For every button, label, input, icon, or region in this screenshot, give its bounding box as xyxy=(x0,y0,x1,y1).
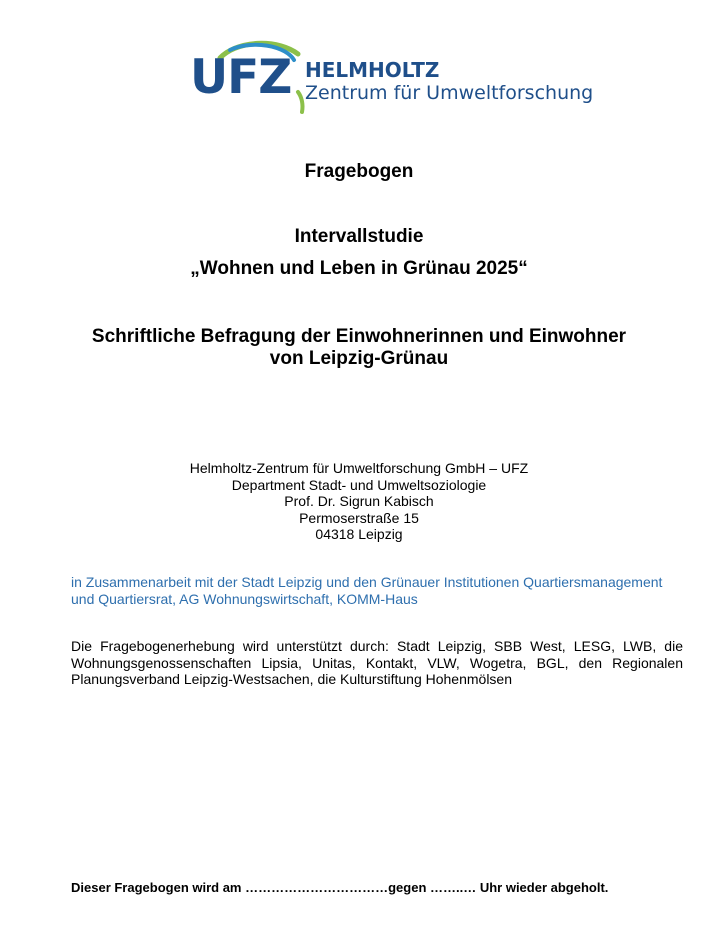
address-line: 04318 Leipzig xyxy=(315,526,403,542)
support-paragraph: Die Fragebogenerhebung wird unterstützt durch: Stadt Leipzig, SBB West, LESG, LWB, die Wohnungsgenossenschaften Lipsia, Unitas, Kontakt, VLW, Wogetra, BGL, den Regionalen Planungsverband Leipzig-Westsachen, die Kulturstiftung Hohenmölsen xyxy=(71,638,683,687)
logo-zentrum-text: Zentrum für Umweltforschung xyxy=(305,82,594,104)
study-title: „Wohnen und Leben in Grünau 2025“ xyxy=(190,258,528,279)
heading-fragebogen: Fragebogen xyxy=(304,161,414,182)
address-line: Department Stadt- und Umweltsoziologie xyxy=(231,476,487,493)
ufz-logo xyxy=(190,34,594,118)
survey-heading-line-1: Schriftliche Befragung der Einwohnerinnen und Einwohner xyxy=(91,326,627,347)
cooperation-note: in Zusammenarbeit mit der Stadt Leipzig und den Grünauer Institutionen Quartiersmanagement und Quartiersrat, AG Wohnungswirtschaft, KOMM-Haus xyxy=(71,574,663,607)
logo-helmholtz-text: HELMHOLTZ xyxy=(305,58,440,82)
logo-ufz-text: UFZ xyxy=(190,50,292,105)
address-block xyxy=(0,460,718,543)
address-line: Prof. Dr. Sigrun Kabisch xyxy=(284,493,434,509)
survey-heading-line-2: von Leipzig-Grünau xyxy=(269,348,449,369)
address-line: Permoserstraße 15 xyxy=(299,509,419,526)
address-line: Helmholtz-Zentrum für Umweltforschung GmbH – UFZ xyxy=(189,460,529,476)
heading-intervallstudie: Intervallstudie xyxy=(294,226,424,247)
pickup-note: Dieser Fragebogen wird am ……………………………gegen ……..… Uhr wieder abgeholt. xyxy=(71,880,609,895)
